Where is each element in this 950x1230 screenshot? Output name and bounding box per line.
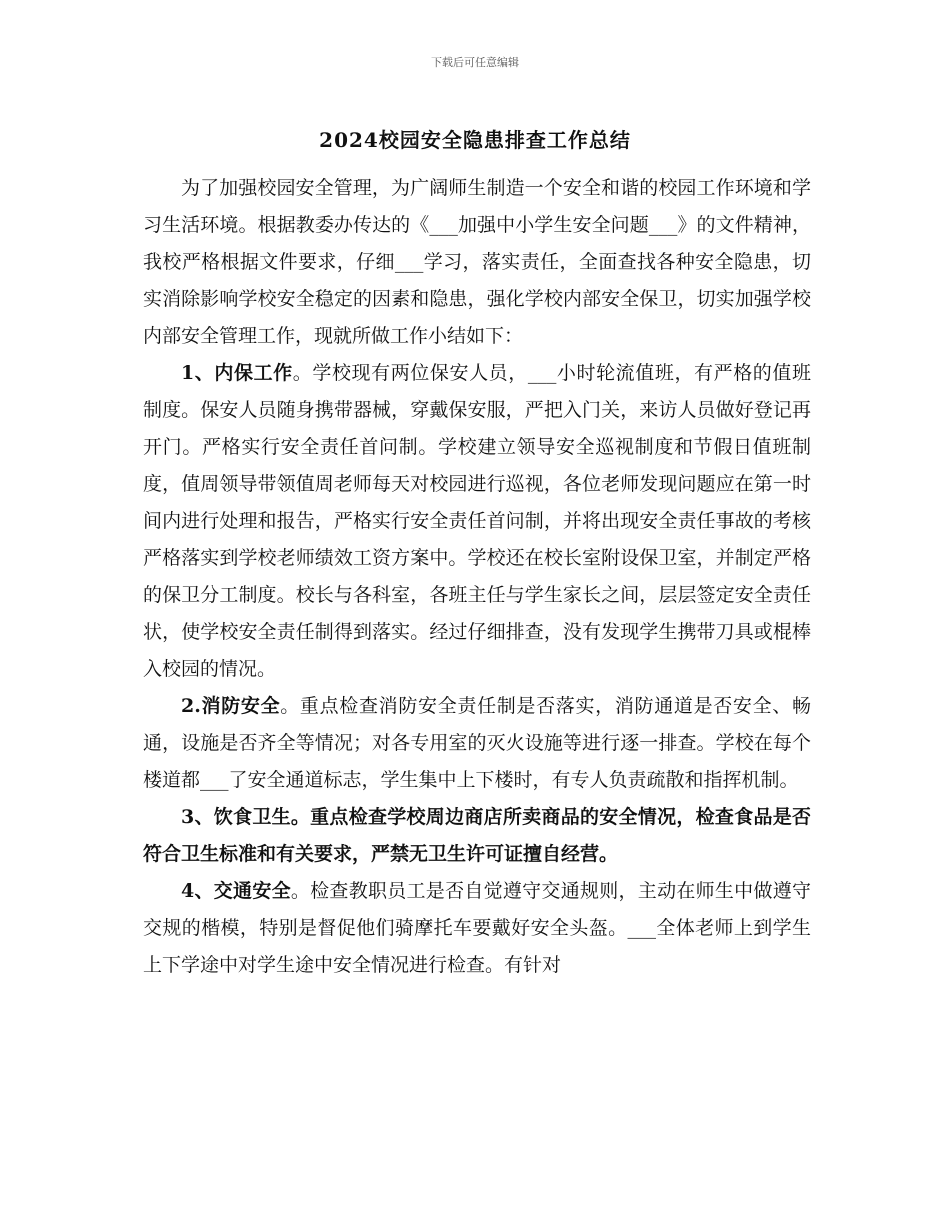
section-heading: 1、内保工作 <box>181 362 293 384</box>
document-title: 2024校园安全隐患排查工作总结 <box>319 128 631 152</box>
intro-paragraph: 为了加强校园安全管理，为广阔师生制造一个安全和谐的校园工作环境和学习生活环境。根据教委办传达的《___加强中小学生安全问题___》的文件精神，我校严格根据文件要求，仔细___学习，落实责任，全面查找各种安全隐患，切实消除影响学校安全稳定的因素和隐患，强化学校内部安全保卫，切实加强学校内部安全管理工作，现就所做工作小结如下： <box>143 177 811 347</box>
section-text: 。学校现有两位保安人员，___小时轮流值班，有严格的值班制度。保安人员随身携带器械，穿戴保安服，严把入门关，来访人员做好登记再开门。严格实行安全责任首问制。学校建立领导安全巡视制度和节假日值班制度，值周领导带领值周老师每天对校园进行巡视，各位老师发现问题应在第一时间内进行处理和报告，严格实行安全责任首问制，并将出现安全责任事故的考核严格落实到学校老师绩效工资方案中。学校还在校长室附设保卫室，并制定严格的保卫分工制度。校长与各科室，各班主任与学生家长之间，层层签定安全责任状，使学校安全责任制得到落实。经过仔细排查，没有发现学生携带刀具或棍棒入校园的情况。 <box>143 362 811 680</box>
section-text: 。重点检查消防安全责任制是否落实，消防通道是否安全、畅通，设施是否齐全等情况；对各专用室的灭火设施等进行逐一排查。学校在每个楼道都___了安全通道标志，学生集中上下楼时，有专人负责疏散和指挥机制。 <box>143 695 811 791</box>
header-note: 下载后可任意编辑 <box>431 56 519 69</box>
section-traffic-safety <box>143 873 811 984</box>
section-text: 。检查教职员工是否自觉遵守交通规则，主动在师生中做遵守交规的楷模，特别是督促他们骑摩托车要戴好安全头盔。___全体老师上到学生上下学途中对学生途中安全情况进行检查。有针对 <box>143 880 811 976</box>
section-internal-security <box>143 355 811 688</box>
section-heading: 3、饮食卫生 <box>181 806 291 828</box>
section-heading: 2.消防安全 <box>181 695 281 717</box>
section-heading: 4、交通安全 <box>181 880 291 902</box>
section-fire-safety <box>143 688 811 799</box>
section-food-hygiene <box>143 799 811 873</box>
section-text: 。重点检查学校周边商店所卖商品的安全情况，检查食品是否符合卫生标准和有关要求，严禁无卫生许可证擅自经营。 <box>143 806 811 865</box>
document-body <box>143 170 811 984</box>
